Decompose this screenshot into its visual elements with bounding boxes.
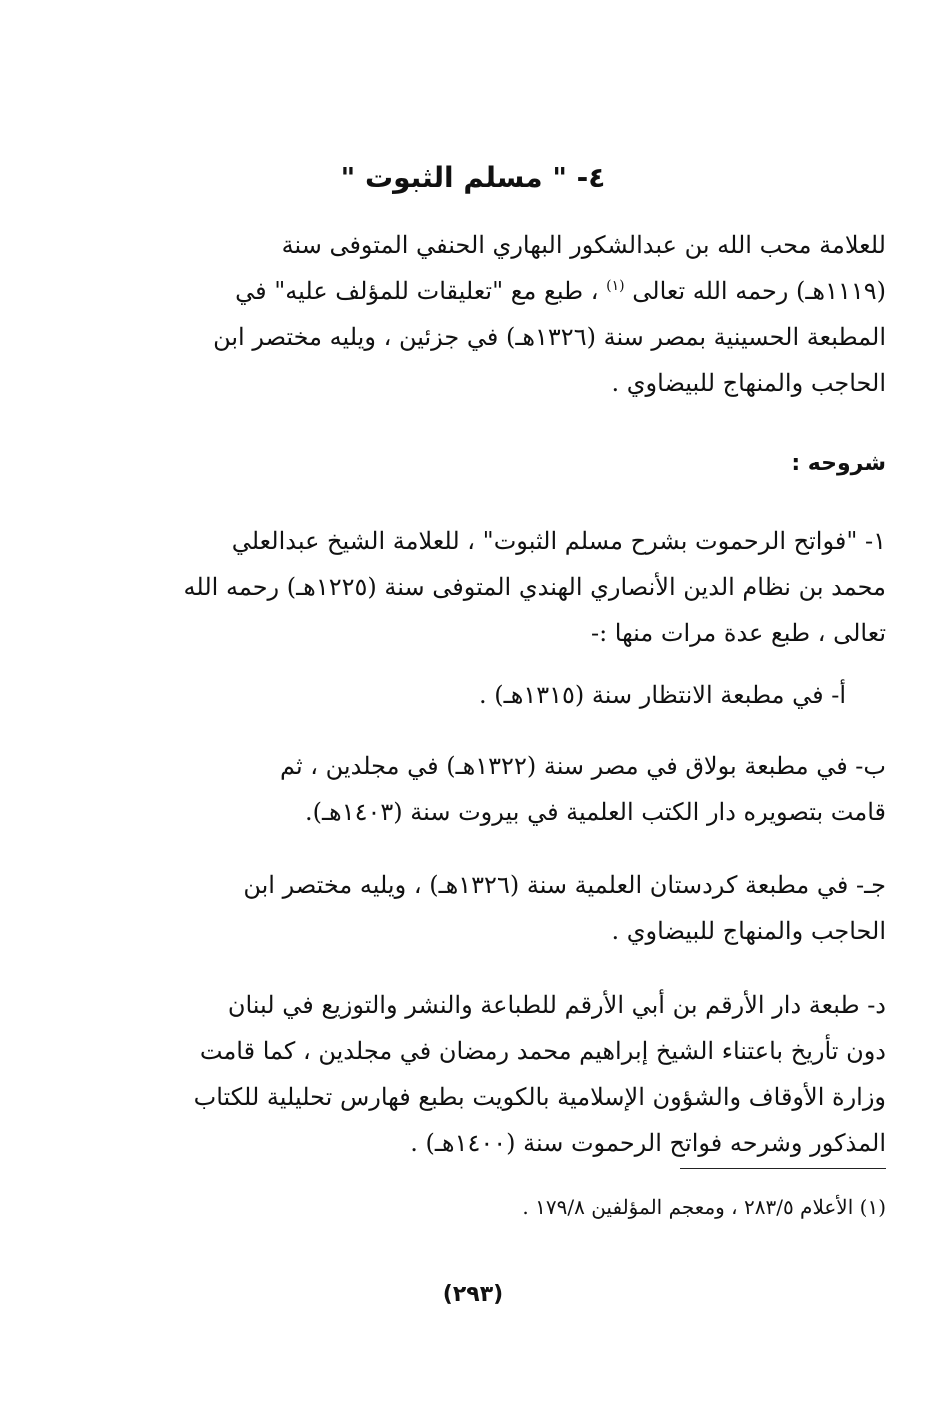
item-d-line-1: د- طبعة دار الأرقم بن أبي الأرقم للطباعة والنشر والتوزيع في لبنان [227, 991, 886, 1019]
intro-line-3: المطبعة الحسينية بمصر سنة (١٣٢٦هـ) في جزئين ، ويليه مختصر ابن [213, 323, 886, 351]
item-b-line-1: ب- في مطبعة بولاق في مصر سنة (١٣٢٢هـ) في مجلدين ، ثم [279, 752, 886, 780]
intro-paragraph [86, 222, 886, 406]
item-a-line-1: أ- في مطبعة الانتظار سنة (١٣١٥هـ) . [479, 681, 846, 709]
intro-line-2 [86, 268, 886, 314]
edition-item-d [86, 982, 886, 1166]
item-c-line-2: الحاجب والمنهاج للبيضاوي . [611, 917, 886, 945]
section-heading: ٤- " مسلم الثبوت " [340, 161, 606, 194]
item-d-line-4: المذكور وشرحه فواتح الرحموت سنة (١٤٠٠هـ) . [410, 1129, 886, 1157]
edition-item-b [86, 743, 886, 835]
footnote-separator [680, 1168, 886, 1169]
footnote-marker: (١) [606, 278, 625, 294]
commentary-item-1 [86, 518, 886, 656]
item-b-line-2: قامت بتصويره دار الكتب العلمية في بيروت سنة (١٤٠٣هـ). [305, 798, 886, 826]
item-d-line-3: وزارة الأوقاف والشؤون الإسلامية بالكويت بطبع فهارس تحليلية للكتاب [193, 1083, 886, 1111]
footnote: (١) الأعلام ٢٨٣/٥ ، ومعجم المؤلفين ١٧٩/٨ . [522, 1195, 886, 1219]
edition-item-c [86, 862, 886, 954]
item-c-line-1: جـ- في مطبعة كردستان العلمية سنة (١٣٢٦هـ) ، ويليه مختصر ابن [243, 871, 886, 899]
item1-line-2: محمد بن نظام الدين الأنصاري الهندي المتوفى سنة (١٢٢٥هـ) رحمه الله [183, 573, 886, 601]
edition-item-a [86, 672, 846, 718]
page-number: (٢٩٣) [442, 1282, 504, 1307]
item1-line-1: ١- "فواتح الرحموت بشرح مسلم الثبوت" ، للعلامة الشيخ عبدالعلي [231, 527, 886, 555]
item1-line-3: تعالى ، طبع عدة مرات منها :- [590, 619, 886, 647]
commentaries-label: شروحه : [791, 451, 886, 476]
item-d-line-2: دون تأريخ باعتناء الشيخ إبراهيم محمد رمضان في مجلدين ، كما قامت [199, 1037, 886, 1065]
intro-line-4: الحاجب والمنهاج للبيضاوي . [611, 369, 886, 397]
intro-line-1: للعلامة محب الله بن عبدالشكور البهاري الحنفي المتوفى سنة [281, 231, 886, 259]
intro-line-2-text: (١١١٩هـ) رحمه الله تعالى $^{(١)}$ ، طبع مع "تعليقات للمؤلف عليه" في [235, 277, 886, 305]
